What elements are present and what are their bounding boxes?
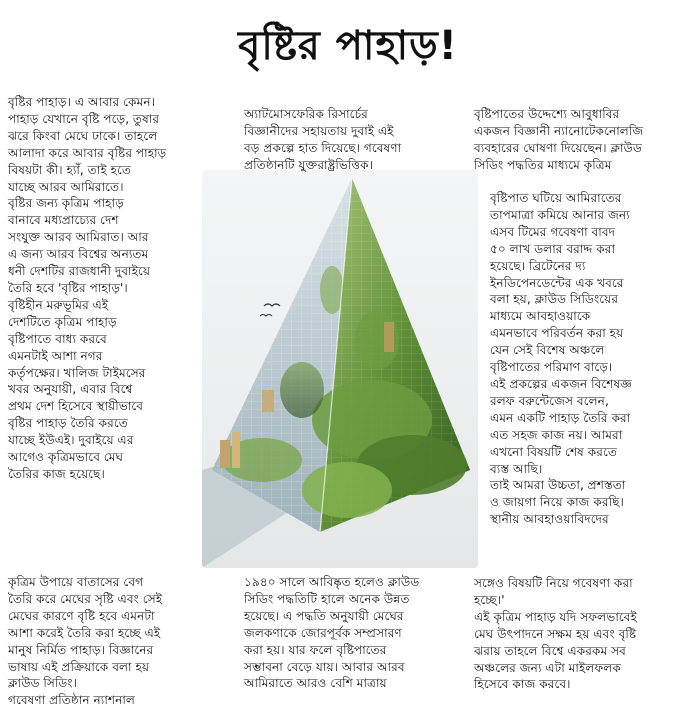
text-line: সিডিং পদ্ধতির মাধ্যমে কৃত্রিম — [474, 157, 612, 172]
text-line: আমিরাতে আরও বেশি মাত্রায় — [244, 676, 387, 691]
text-line: ১৯৪০ সালে আবিষ্কৃত হলেও ক্লাউড — [244, 575, 420, 589]
text-line: তৈরি করে মেঘের সৃষ্টি এবং সেই — [8, 591, 163, 606]
text-line: ঝরে কিংবা মেঘে ঢাকে। তাহলে — [8, 128, 158, 143]
article-column-3-wrapped — [490, 190, 692, 528]
text-line: আগেও কৃত্রিমভাবে মেঘ — [8, 450, 124, 465]
text-line: ক্লাউড সিডিং। — [8, 676, 78, 691]
text-line: এ জন্য আরব বিশ্বের অন্যতম — [8, 247, 149, 262]
text-line: একজন বিজ্ঞানী ন্যানোটেকনোলজি — [474, 123, 644, 138]
text-line: বলা হয়, ক্লাউড সিডিংয়ের — [490, 292, 619, 307]
text-line: প্রথম দেশ হিসেবে স্থায়ীভাবে — [8, 399, 144, 414]
text-line: ইনডিপেনডেন্টের এক খবরে — [490, 275, 624, 290]
text-line: যাচ্ছে ইউএই। দুবাইয়ে এর — [8, 433, 134, 448]
text-line: সঙ্গেও বিষয়টি নিয়ে গবেষণা করা — [474, 576, 633, 590]
text-line: তৈরির কাজ হয়েছে। — [8, 466, 105, 481]
text-line: এমনভাবে পরিবর্তন করা হয় — [490, 326, 624, 341]
text-line: অ্যাটমোসফেরিক রিসার্চের — [244, 107, 368, 121]
text-line: তৈরি হবে 'বৃষ্টির পাহাড়'। — [8, 280, 128, 295]
text-line: হিসেবে কাজ করবে। — [474, 677, 571, 692]
text-line: সংযুক্ত আরব আমিরাত। আর — [8, 230, 149, 245]
text-line: মানুষ নির্মিত পাহাড়। বিজ্ঞানের — [8, 642, 154, 657]
text-line: এখনো বিষয়টি শেষ করতে — [490, 444, 618, 459]
article-column-1-continued — [8, 574, 240, 709]
text-line: পাহাড় যেখানে বৃষ্টি পড়ে, তুষার — [8, 111, 160, 126]
text-line: বিষয়টা কী। হ্যাঁ, তাই হতে — [8, 162, 132, 177]
text-line: এই প্রকল্পের একজন বিশেষজ্ঞ — [490, 376, 632, 391]
text-line: সিডিং পদ্ধতিটি হালে অনেক উন্নত — [244, 591, 410, 606]
text-line: মেঘের কারণে বৃষ্টি হবে এমনটা — [8, 608, 155, 623]
text-line: খবর অনুযায়ী, এবার বিশ্বে — [8, 382, 133, 397]
text-line: তাপমাত্রা কমিয়ে আনার জন্য — [490, 207, 630, 222]
text-line: হয়েছে। এ পদ্ধতি অনুযায়ী মেঘের — [244, 608, 404, 623]
text-line: আলাদা করে আবার বৃষ্টির পাহাড় — [8, 145, 167, 160]
text-line: অঞ্চলের জন্য এটা মাইলফলক — [474, 660, 621, 675]
article-column-3 — [474, 106, 692, 174]
text-line: এমনটাই আশা নগর — [8, 348, 103, 363]
text-line: এত সহজ কাজ নয়। আমরা — [490, 427, 623, 442]
article-column-3-continued — [474, 575, 692, 693]
text-line: প্রতিষ্ঠানটি যুক্তরাষ্ট্রভিত্তিক। — [244, 157, 373, 172]
text-line: দেশটিতে কৃত্রিম পাহাড় — [8, 314, 117, 329]
text-line: বিজ্ঞানীদের সহায়তায় দুবাই এই — [244, 123, 394, 138]
rain-mountain-illustration — [202, 170, 478, 568]
text-line: হচ্ছে।' — [474, 592, 505, 607]
text-line: ব্যস্ত আছি। — [490, 461, 543, 476]
text-line: বৃষ্টির পাহাড়। এ আবার কেমন। — [8, 95, 155, 109]
text-line: স্থানীয় আবহাওয়াবিদদের — [490, 512, 609, 527]
text-line: বৃষ্টিহীন মরুভূমির এই — [8, 297, 109, 312]
text-line: ঝরায় তাহলে বিশ্বে একরকম সব — [474, 643, 626, 658]
article-column-2 — [244, 106, 464, 174]
text-line: করা হয়। যার ফলে বৃষ্টিপাতের — [244, 642, 387, 657]
text-line: ব্যবহারের ঘোষণা দিয়েছেন। ক্লাউড — [474, 140, 643, 155]
text-line: বড় প্রকল্পে হাত দিয়েছে। গবেষণা — [244, 140, 402, 155]
text-line: বৃষ্টির জন্য কৃত্রিম পাহাড় — [8, 196, 124, 211]
mountain-graphic — [202, 170, 478, 568]
text-line: আশা করেই তৈরি করা হচ্ছে এই — [8, 625, 161, 640]
text-line: ভাষায় এই প্রক্রিয়াকে বলা হয় — [8, 659, 150, 674]
text-line: এমন একটি পাহাড় তৈরি করা — [490, 410, 631, 425]
text-line: ধনী দেশটির রাজধানী দুবাইয়ে — [8, 264, 151, 279]
text-line: কর্তৃপক্ষের। খালিজ টাইমসের — [8, 365, 146, 380]
text-line: গবেষণা প্রতিষ্ঠান ন্যাশনাল — [8, 693, 135, 708]
text-line: তাই আমরা উচ্চতা, প্রশস্ততা — [490, 478, 626, 493]
text-line: যেন সেই বিশেষ অঞ্চলে — [490, 343, 605, 358]
text-line: জলকণাকে জোরপূর্বক সম্প্রসারণ — [244, 625, 402, 640]
text-line: কৃত্রিম উপায়ে বাতাসের বেগ — [8, 575, 144, 589]
text-line: ৫০ লাখ ডলার বরাদ্দ করা — [490, 241, 616, 256]
text-line: বৃষ্টিপাতের উদ্দেশ্যে আবুধাবির — [474, 107, 620, 121]
text-line: যাচ্ছে আরব আমিরাতে। — [8, 179, 124, 194]
text-line: এসব টিমের গবেষণা বাবদ — [490, 224, 616, 239]
text-line: বৃষ্টির পাহাড় তৈরি করতে — [8, 416, 128, 431]
text-line: বৃষ্টিপাতে বাধ্য করবে — [8, 331, 107, 346]
text-line: সম্ভাবনা বেড়ে যায়। আবার আরব — [244, 659, 405, 674]
text-line: মাধ্যমে আবহাওয়াকে — [490, 309, 591, 324]
text-line: এই কৃত্রিম পাহাড় যদি সফলভাবেই — [474, 609, 637, 624]
text-line: হয়েছে। ব্রিটেনের দ্য — [490, 258, 586, 273]
text-line: বৃষ্টিপাত ঘটিয়ে আমিরাতের — [490, 191, 622, 205]
text-line: মেঘ উৎপাদনে সক্ষম হয় এবং বৃষ্টি — [474, 626, 637, 641]
text-line: ও জায়গা নিয়ে কাজ করছি। — [490, 495, 624, 510]
text-line: বৃষ্টিপাতের পরিমাণ বাড়ে। — [490, 360, 613, 375]
headline: বৃষ্টির পাহাড়! — [238, 23, 458, 69]
article-column-2-continued — [244, 574, 464, 692]
text-line: রলফ বরুন্টেজেস বলেন, — [490, 393, 609, 408]
text-line: বানাবে মধ্যপ্রাচ্যের দেশ — [8, 213, 119, 228]
